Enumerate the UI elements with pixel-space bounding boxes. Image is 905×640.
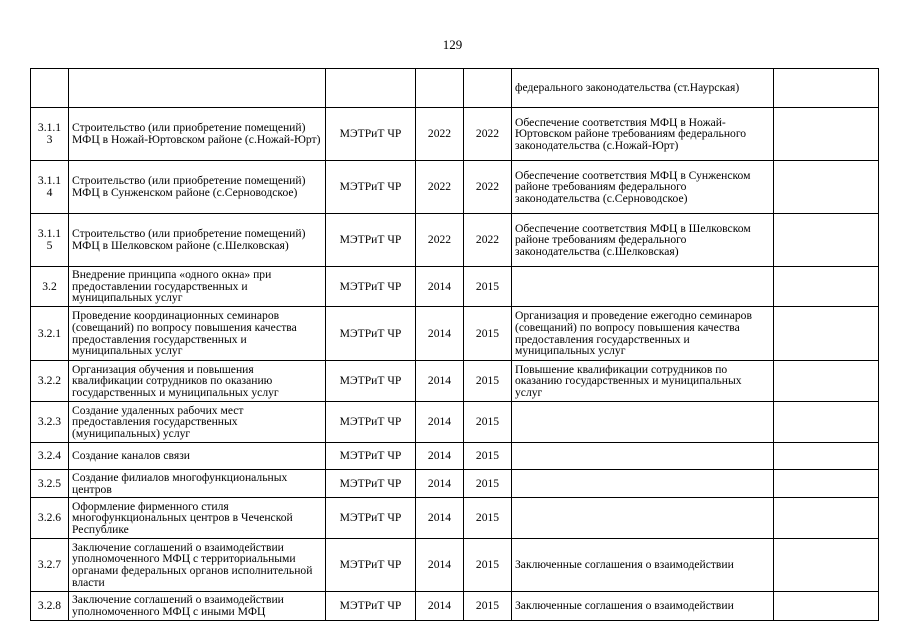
table-row	[31, 470, 879, 498]
empty-cell	[774, 443, 879, 470]
end-year: 2015	[464, 361, 512, 402]
empty-cell	[774, 498, 879, 539]
start-year: 2022	[416, 161, 464, 214]
expected-result: федерального законодательства (ст.Наурская)	[512, 69, 774, 108]
end-year: 2022	[464, 214, 512, 267]
executor: МЭТРиТ ЧР	[326, 214, 416, 267]
executor	[326, 69, 416, 108]
expected-result	[512, 402, 774, 443]
start-year: 2014	[416, 267, 464, 307]
executor: МЭТРиТ ЧР	[326, 443, 416, 470]
executor: МЭТРиТ ЧР	[326, 307, 416, 361]
empty-cell	[774, 267, 879, 307]
activity-name: Строительство (или приобретение помещений) МФЦ в Ножай-Юртовском районе (с.Ножай-Юрт)	[69, 108, 326, 161]
empty-cell	[774, 307, 879, 361]
end-year: 2015	[464, 539, 512, 592]
activity-name: Заключение соглашений о взаимодействии уполномоченного МФЦ с территориальными органами федеральных органов исполнительной власти	[69, 539, 326, 592]
row-number: 3.2.7	[31, 539, 69, 592]
start-year: 2014	[416, 402, 464, 443]
expected-result: Обеспечение соответствия МФЦ в Шелковском районе требованиям федерального законодательства (с.Шелковская)	[512, 214, 774, 267]
expected-result: Повышение квалификации сотрудников по оказанию государственных и муниципальных услуг	[512, 361, 774, 402]
start-year: 2014	[416, 443, 464, 470]
expected-result	[512, 443, 774, 470]
activity-name: Строительство (или приобретение помещений) МФЦ в Сунженском районе (с.Серноводское)	[69, 161, 326, 214]
executor: МЭТРиТ ЧР	[326, 470, 416, 498]
executor: МЭТРиТ ЧР	[326, 267, 416, 307]
expected-result: Заключенные соглашения о взаимодействии	[512, 539, 774, 592]
end-year: 2015	[464, 470, 512, 498]
empty-cell	[774, 214, 879, 267]
end-year: 2015	[464, 307, 512, 361]
page-number: 129	[442, 37, 463, 52]
activity-name: Создание филиалов многофункциональных центров	[69, 470, 326, 498]
activity-name: Организация обучения и повышения квалификации сотрудников по оказанию государственных и муниципальных услуг	[69, 361, 326, 402]
empty-cell	[774, 108, 879, 161]
table-row	[31, 307, 879, 361]
expected-result	[512, 470, 774, 498]
table-row	[31, 108, 879, 161]
executor: МЭТРиТ ЧР	[326, 592, 416, 621]
activity-name: Создание каналов связи	[69, 443, 326, 470]
table-row	[31, 498, 879, 539]
table-row	[31, 539, 879, 592]
table-row	[31, 267, 879, 307]
end-year: 2015	[464, 498, 512, 539]
empty-cell	[774, 361, 879, 402]
expected-result: Обеспечение соответствия МФЦ в Сунженском районе требованиям федерального законодательства (с.Серноводское)	[512, 161, 774, 214]
activity-name: Создание удаленных рабочих мест предоставления государственных (муниципальных) услуг	[69, 402, 326, 443]
row-number: 3.2.6	[31, 498, 69, 539]
executor: МЭТРиТ ЧР	[326, 361, 416, 402]
start-year: 2014	[416, 592, 464, 621]
empty-cell	[774, 470, 879, 498]
row-number: 3.2	[31, 267, 69, 307]
row-number: 3.1.1 3	[31, 108, 69, 161]
executor: МЭТРиТ ЧР	[326, 539, 416, 592]
expected-result: Организация и проведение ежегодно семинаров (совещаний) по вопросу повышения качества предоставления государственных и муниципальных услуг	[512, 307, 774, 361]
program-activities-table	[30, 68, 879, 621]
activity-name: Оформление фирменного стиля многофункциональных центров в Чеченской Республике	[69, 498, 326, 539]
row-number: 3.2.4	[31, 443, 69, 470]
executor: МЭТРиТ ЧР	[326, 498, 416, 539]
empty-cell	[774, 69, 879, 108]
table-row	[31, 214, 879, 267]
empty-cell	[774, 539, 879, 592]
table-row	[31, 361, 879, 402]
table-row	[31, 402, 879, 443]
end-year	[464, 69, 512, 108]
expected-result	[512, 267, 774, 307]
end-year: 2015	[464, 402, 512, 443]
empty-cell	[774, 161, 879, 214]
executor: МЭТРиТ ЧР	[326, 402, 416, 443]
start-year: 2014	[416, 361, 464, 402]
row-number: 3.2.1	[31, 307, 69, 361]
row-number: 3.2.5	[31, 470, 69, 498]
table-row	[31, 443, 879, 470]
row-number: 3.1.1 4	[31, 161, 69, 214]
end-year: 2015	[464, 267, 512, 307]
activity-name: Внедрение принципа «одного окна» при предоставлении государственных и муниципальных услуг	[69, 267, 326, 307]
row-number: 3.2.3	[31, 402, 69, 443]
empty-cell	[774, 402, 879, 443]
start-year: 2014	[416, 539, 464, 592]
empty-cell	[774, 592, 879, 621]
expected-result	[512, 498, 774, 539]
row-number: 3.2.2	[31, 361, 69, 402]
activity-name	[69, 69, 326, 108]
table-row	[31, 161, 879, 214]
activity-name: Проведение координационных семинаров (совещаний) по вопросу повышения качества предоставления государственных и муниципальных услуг	[69, 307, 326, 361]
start-year: 2014	[416, 307, 464, 361]
end-year: 2022	[464, 161, 512, 214]
activity-name: Строительство (или приобретение помещений) МФЦ в Шелковском районе (с.Шелковская)	[69, 214, 326, 267]
end-year: 2015	[464, 592, 512, 621]
activity-name: Заключение соглашений о взаимодействии уполномоченного МФЦ с иными МФЦ	[69, 592, 326, 621]
table-body	[31, 69, 879, 621]
start-year: 2022	[416, 108, 464, 161]
row-number	[31, 69, 69, 108]
row-number: 3.1.1 5	[31, 214, 69, 267]
end-year: 2015	[464, 443, 512, 470]
executor: МЭТРиТ ЧР	[326, 108, 416, 161]
table-row	[31, 69, 879, 108]
executor: МЭТРиТ ЧР	[326, 161, 416, 214]
start-year: 2014	[416, 470, 464, 498]
start-year	[416, 69, 464, 108]
end-year: 2022	[464, 108, 512, 161]
start-year: 2014	[416, 498, 464, 539]
row-number: 3.2.8	[31, 592, 69, 621]
start-year: 2022	[416, 214, 464, 267]
expected-result: Обеспечение соответствия МФЦ в Ножай-Юртовском районе требованиям федерального законодательства (с.Ножай-Юрт)	[512, 108, 774, 161]
table-row	[31, 592, 879, 621]
expected-result: Заключенные соглашения о взаимодействии	[512, 592, 774, 621]
